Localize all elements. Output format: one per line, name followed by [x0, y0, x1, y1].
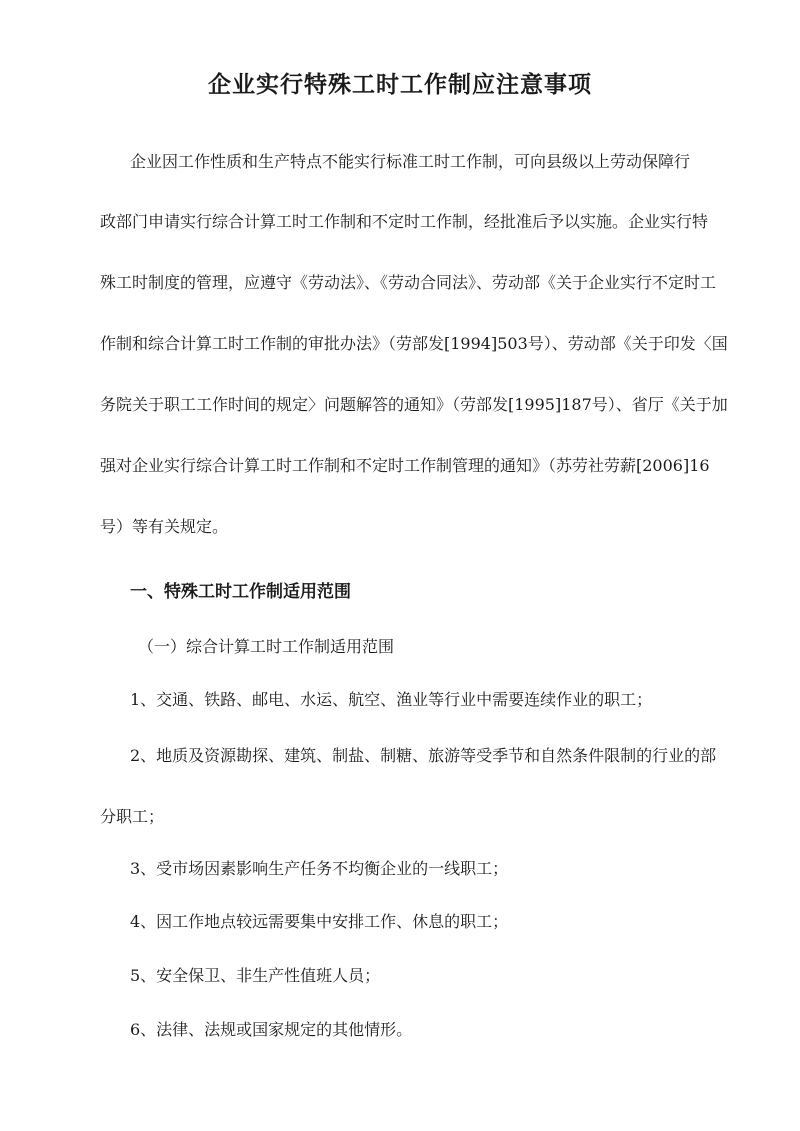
intro-line-7: 号）等有关规定。: [100, 517, 229, 536]
intro-line-5: 务院关于职工工作时间的规定〉问题解答的通知》（劳部发[1995]187号）、省厅《关于加: [100, 395, 728, 414]
section-heading: 一、特殊工时工作制适用范围: [130, 582, 351, 602]
intro-line-4: 作制和综合计算工时工作制的审批办法》（劳部发[1994]503号）、劳动部《关于印发〈国: [100, 334, 728, 353]
subsection-heading: （一）综合计算工时工作制适用范围: [138, 637, 395, 656]
list-item: 1、交通、铁路、邮电、水运、航空、渔业等行业中需要连续作业的职工；: [130, 690, 653, 709]
list-item: 4、因工作地点较远需要集中安排工作、休息的职工；: [130, 912, 509, 931]
intro-line-1: 企业因工作性质和生产特点不能实行标准工时工作制，可向县级以上劳动保障行: [130, 152, 691, 171]
list-item: 6、法律、法规或国家规定的其他情形。: [130, 1020, 413, 1039]
intro-line-6: 强对企业实行综合计算工时工作制和不定时工作制管理的通知》（苏劳社劳薪[2006]16: [100, 456, 710, 475]
list-item-continuation: 分职工；: [100, 807, 165, 826]
list-item: 5、安全保卫、非生产性值班人员；: [130, 966, 381, 985]
intro-line-2: 政部门申请实行综合计算工时工作制和不定时工作制，经批准后予以实施。企业实行特: [100, 212, 709, 231]
list-item: 3、受市场因素影响生产任务不均衡企业的一线职工；: [130, 859, 509, 878]
list-item: 2、地质及资源勘探、建筑、制盐、制糖、旅游等受季节和自然条件限制的行业的部: [130, 746, 717, 765]
intro-line-3: 殊工时制度的管理，应遵守《劳动法》、《劳动合同法》、劳动部《关于企业实行不定时工: [100, 273, 717, 292]
document-title: 企业实行特殊工时工作制应注意事项: [208, 72, 592, 98]
